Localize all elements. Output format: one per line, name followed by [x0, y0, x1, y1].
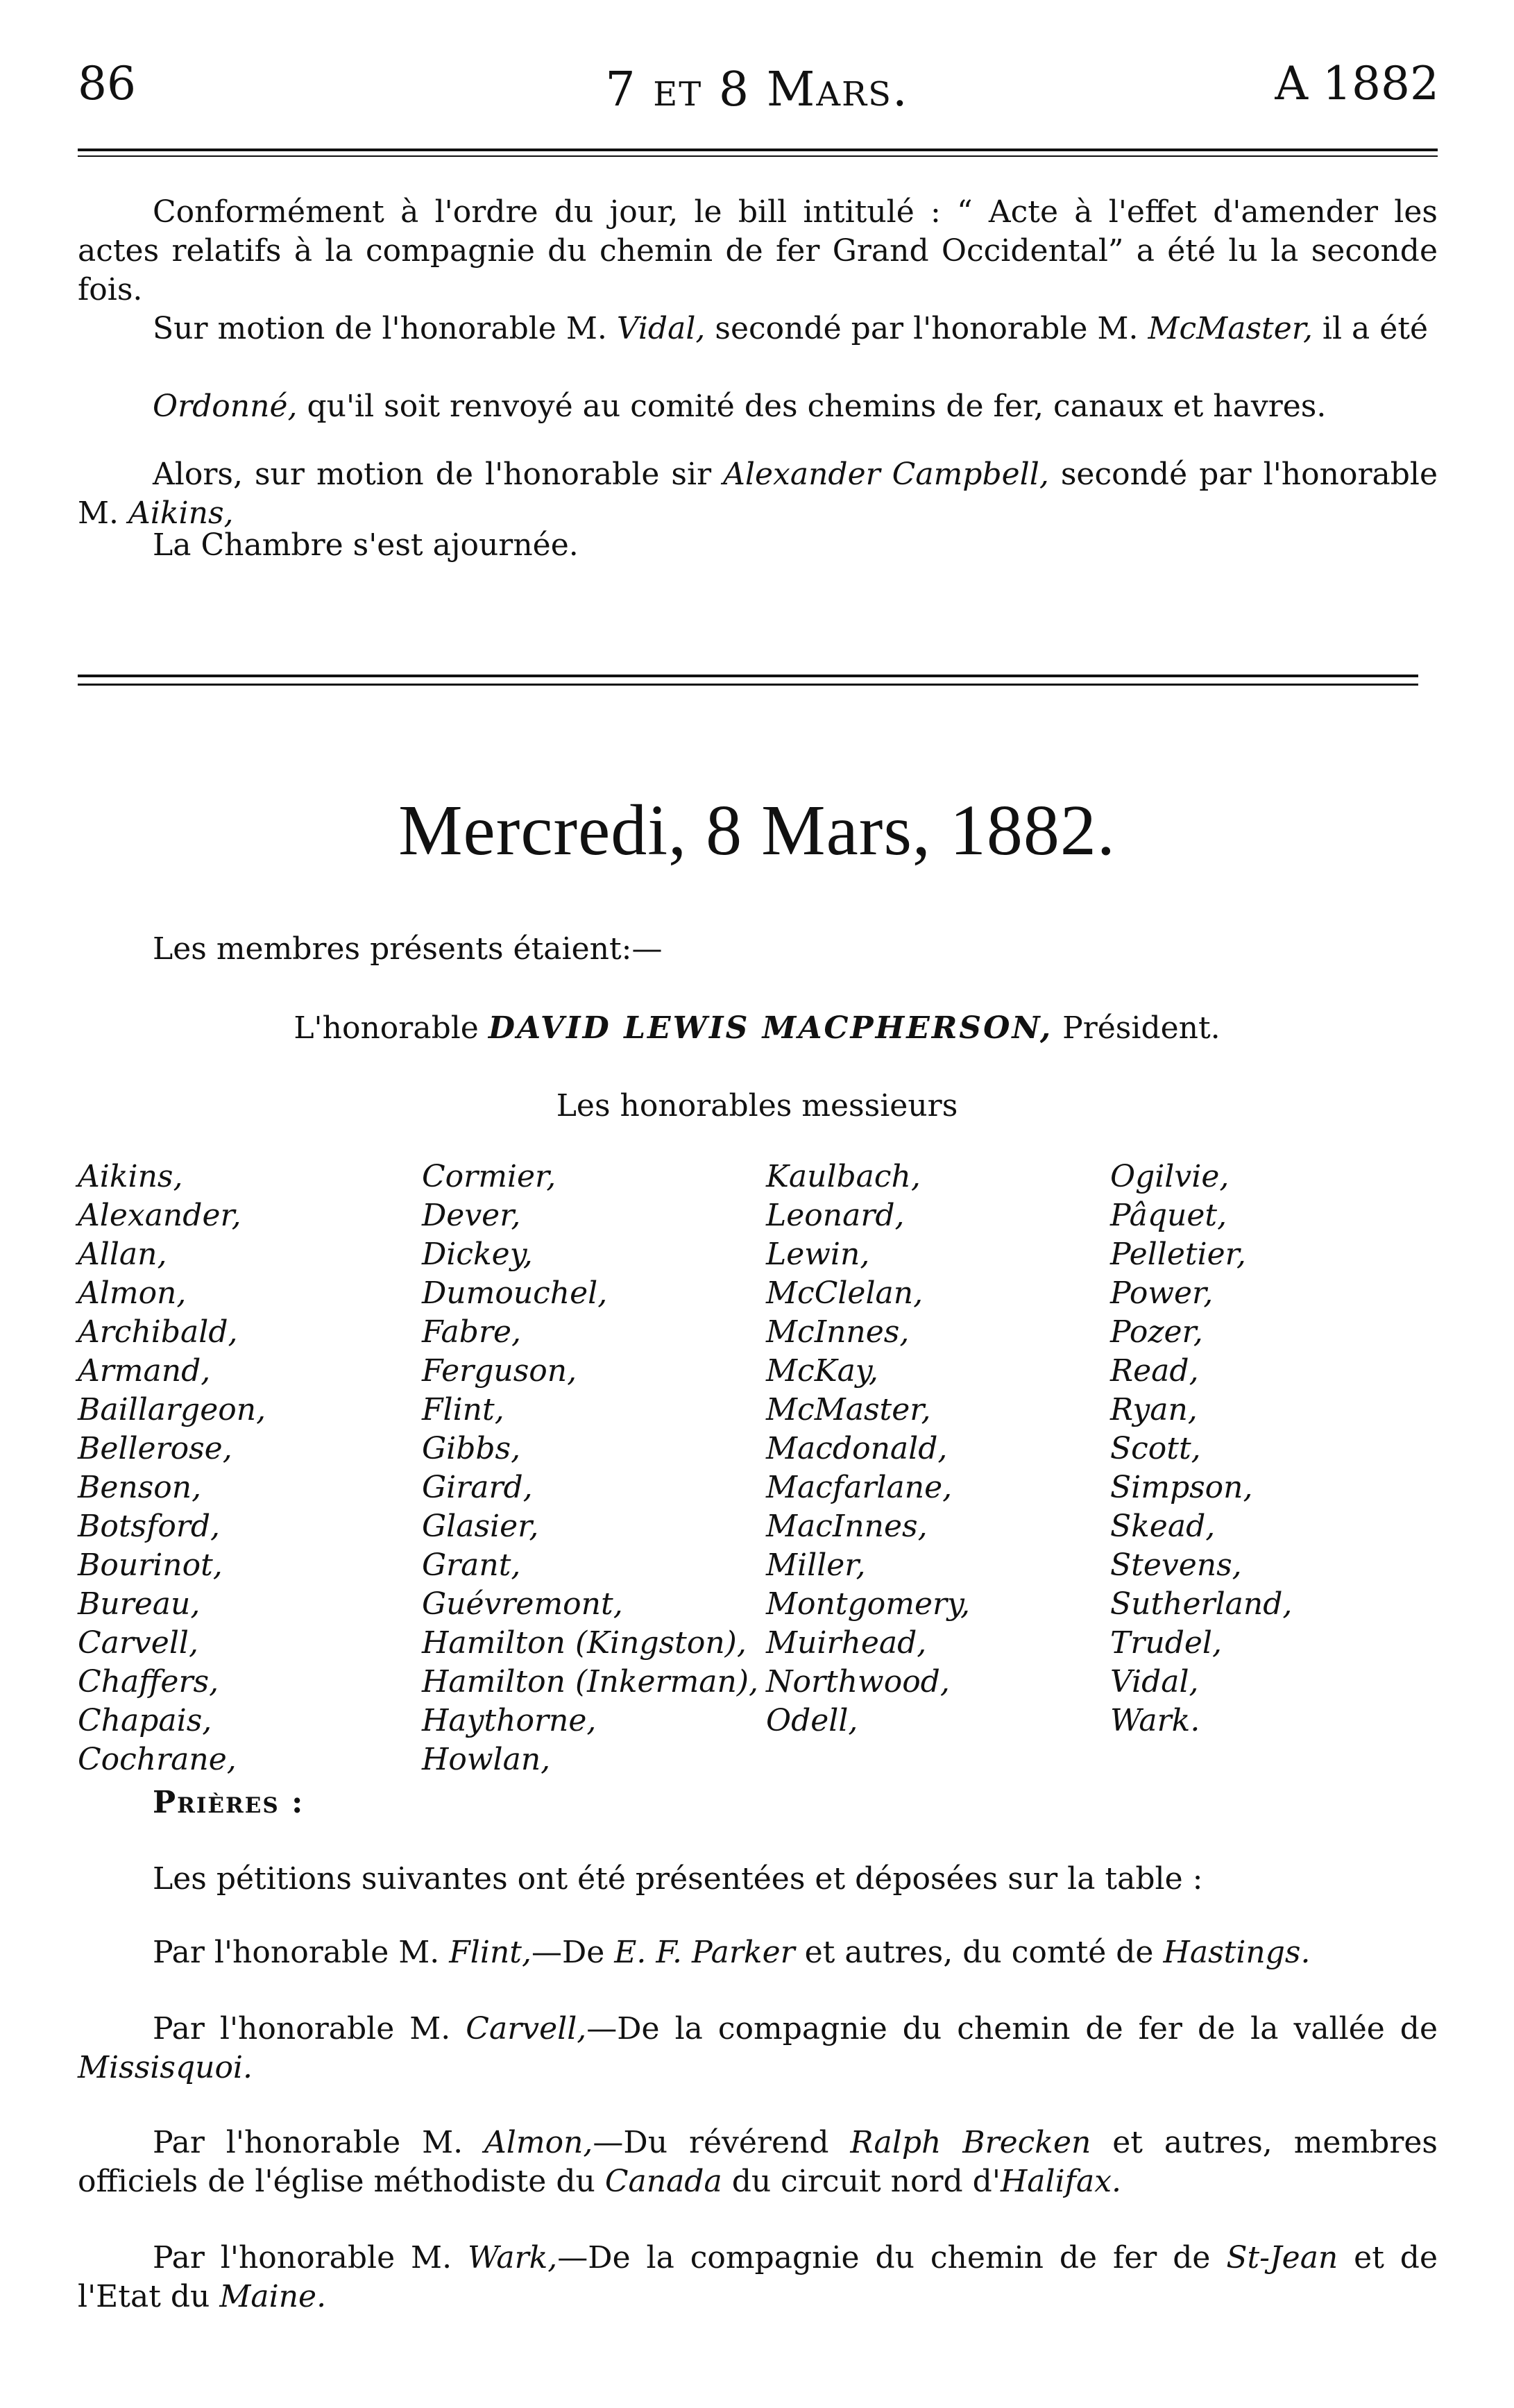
member-name: Archibald, — [78, 1314, 238, 1350]
pet4-place-2: Maine. — [219, 2279, 327, 2314]
members-column-4 — [1110, 1158, 1292, 1740]
member-name: Macfarlane, — [766, 1470, 953, 1505]
pet4-text-a: Par l'honorable M. — [153, 2240, 468, 2275]
member-name: Ryan, — [1110, 1392, 1198, 1427]
motion-paragraph — [78, 310, 1438, 348]
pet3-text-a: Par l'honorable M. — [153, 2125, 485, 2160]
member-name: Howlan, — [422, 1742, 551, 1777]
pet4-place-1: St-Jean — [1226, 2240, 1338, 2275]
member-name: Benson, — [78, 1470, 202, 1505]
petition-almon — [78, 2123, 1438, 2201]
member-name: Guévremont, — [422, 1586, 623, 1622]
member-name: Bourinot, — [78, 1548, 223, 1583]
member-name: Cormier, — [422, 1159, 556, 1194]
member-name: Grant, — [422, 1548, 521, 1583]
member-name: Botsford, — [78, 1509, 221, 1544]
petition-flint — [153, 1933, 1310, 1972]
member-name: McMaster, — [766, 1392, 931, 1427]
pet1-member: Flint, — [449, 1935, 531, 1970]
member-name: Bureau, — [78, 1586, 201, 1622]
adjourn-text-a: Alors, sur motion de l'honorable sir — [153, 457, 724, 492]
member-name: MacInnes, — [766, 1509, 928, 1544]
member-name: Wark. — [1110, 1703, 1200, 1738]
member-name: Haythorne, — [422, 1703, 597, 1738]
member-name: Ogilvie, — [1110, 1159, 1230, 1194]
member-name: Montgomery, — [766, 1586, 971, 1622]
pet1-petitioner: E. F. Parker — [614, 1935, 795, 1970]
petitions-intro: Les pétitions suivantes ont été présentées et déposées sur la table : — [153, 1861, 1203, 1897]
section-divider — [78, 675, 1418, 686]
member-name: Dumouchel, — [422, 1275, 608, 1311]
pet4-text-b: —De la compagnie du chemin de fer de — [557, 2240, 1227, 2275]
member-name: Muirhead, — [766, 1625, 927, 1661]
member-name: Girard, — [422, 1470, 533, 1505]
member-name: Cochrane, — [78, 1742, 237, 1777]
adjourn-seconder: Aikins, — [128, 495, 234, 531]
member-name: Hamilton (Inkerman), — [422, 1664, 759, 1699]
petition-carvell — [78, 2010, 1438, 2087]
pet3-petitioner: Ralph Brecken — [850, 2125, 1091, 2160]
pet4-text-c: et de l'Etat du — [78, 2240, 1438, 2314]
member-name: Aikins, — [78, 1159, 183, 1194]
member-name: Miller, — [766, 1548, 866, 1583]
pet4-member: Wark, — [467, 2240, 558, 2275]
member-name: Stevens, — [1110, 1548, 1242, 1583]
member-name: McInnes, — [766, 1314, 910, 1350]
pet3-place: Halifax. — [1000, 2164, 1122, 2199]
pet1-text-a: Par l'honorable M. — [153, 1935, 450, 1970]
member-name: Sutherland, — [1110, 1586, 1293, 1622]
member-name: Pelletier, — [1110, 1237, 1246, 1272]
member-name: Power, — [1110, 1275, 1214, 1311]
member-name: Simpson, — [1110, 1470, 1253, 1505]
president-prefix: L'honorable — [294, 1010, 488, 1046]
member-name: Dever, — [422, 1198, 521, 1233]
pet3-country: Canada — [604, 2164, 722, 2199]
order-paragraph — [78, 387, 1438, 426]
member-name: Hamilton (Kingston), — [422, 1625, 747, 1661]
member-name: Armand, — [78, 1353, 211, 1389]
member-name: Baillargeon, — [78, 1392, 266, 1427]
member-name: Northwood, — [766, 1664, 950, 1699]
member-name: Leonard, — [766, 1198, 905, 1233]
member-name: Skead, — [1110, 1509, 1216, 1544]
pet1-place: Hastings. — [1163, 1935, 1311, 1970]
member-name: Read, — [1110, 1353, 1199, 1389]
member-name: Pozer, — [1110, 1314, 1203, 1350]
session-date-title: Mercredi, 8 Mars, 1882. — [398, 790, 1116, 870]
petition-wark — [78, 2239, 1438, 2316]
pet2-member: Carvell, — [466, 2011, 587, 2046]
adjourned-line: La Chambre s'est ajournée. — [153, 527, 579, 563]
president-title: Président. — [1053, 1010, 1220, 1046]
pet3-text-d: du circuit nord d' — [722, 2164, 1001, 2199]
member-name: Odell, — [766, 1703, 858, 1738]
ordonne-word: Ordonné, — [153, 389, 298, 424]
motion-seconder: McMaster, — [1148, 311, 1313, 346]
pet3-member: Almon, — [484, 2125, 593, 2160]
pet2-place: Missisquoi. — [78, 2050, 253, 2085]
member-name: McClelan, — [766, 1275, 924, 1311]
member-name: Glasier, — [422, 1509, 539, 1544]
member-name: Macdonald, — [766, 1431, 948, 1466]
motion-text-c: il a été — [1312, 311, 1429, 346]
motion-mover: Vidal, — [616, 311, 706, 346]
members-column-1 — [78, 1158, 266, 1779]
members-column-3 — [766, 1158, 970, 1740]
president-name: DAVID LEWIS MACPHERSON, — [488, 1010, 1053, 1046]
member-name: Bellerose, — [78, 1431, 232, 1466]
order-text: qu'il soit renvoyé au comité des chemins de fer, canaux et havres. — [297, 389, 1327, 424]
member-name: Fabre, — [422, 1314, 521, 1350]
prayers-heading: Prières : — [153, 1785, 305, 1820]
member-name: Ferguson, — [422, 1353, 577, 1389]
running-header-year: A 1882 — [1275, 57, 1439, 110]
member-name: Dickey, — [422, 1237, 533, 1272]
member-name: Kaulbach, — [766, 1159, 921, 1194]
pet1-text-c: et autres, du comté de — [794, 1935, 1164, 1970]
members-column-2 — [422, 1158, 758, 1779]
member-name: Alexander, — [78, 1198, 241, 1233]
header-rule — [78, 149, 1438, 157]
member-name: Carvell, — [78, 1625, 198, 1661]
adjourn-text-b: secondé par l'honorable M. — [78, 457, 1438, 531]
pet3-text-b: —Du révérend — [593, 2125, 851, 2160]
member-name: McKay, — [766, 1353, 878, 1389]
members-present-intro: Les membres présents étaient:— — [153, 931, 663, 967]
pet2-text-b: —De la compagnie du chemin de fer de la vallée de — [586, 2011, 1438, 2046]
members-heading: Les honorables messieurs — [556, 1088, 958, 1124]
member-name: Scott, — [1110, 1431, 1201, 1466]
pet1-text-b: —De — [531, 1935, 615, 1970]
member-name: Flint, — [422, 1392, 504, 1427]
adjournment-motion-paragraph — [78, 455, 1438, 533]
member-name: Vidal, — [1110, 1664, 1199, 1699]
member-name: Trudel, — [1110, 1625, 1222, 1661]
running-header-dates: 7 et 8 Mars. — [605, 62, 909, 117]
pet3-text-c: et autres, membres officiels de l'église méthodiste du — [78, 2125, 1438, 2199]
member-name: Chapais, — [78, 1703, 212, 1738]
adjourn-mover: Alexander Campbell, — [723, 457, 1049, 492]
member-name: Lewin, — [766, 1237, 870, 1272]
pet2-text-a: Par l'honorable M. — [153, 2011, 466, 2046]
motion-text-b: secondé par l'honorable M. — [705, 311, 1148, 346]
member-name: Chaffers, — [78, 1664, 219, 1699]
motion-text-a: Sur motion de l'honorable M. — [153, 311, 617, 346]
page-number: 86 — [78, 57, 136, 110]
president-line — [0, 1009, 1514, 1048]
bill-reading-paragraph: Conformément à l'ordre du jour, le bill intitulé : “ Acte à l'effet d'amender les actes relatifs à la compagnie du chemin de fer Grand Occidental” a été lu la seconde fois. — [78, 194, 1438, 307]
member-name: Pâquet, — [1110, 1198, 1227, 1233]
member-name: Allan, — [78, 1237, 167, 1272]
member-name: Gibbs, — [422, 1431, 521, 1466]
member-name: Almon, — [78, 1275, 187, 1311]
